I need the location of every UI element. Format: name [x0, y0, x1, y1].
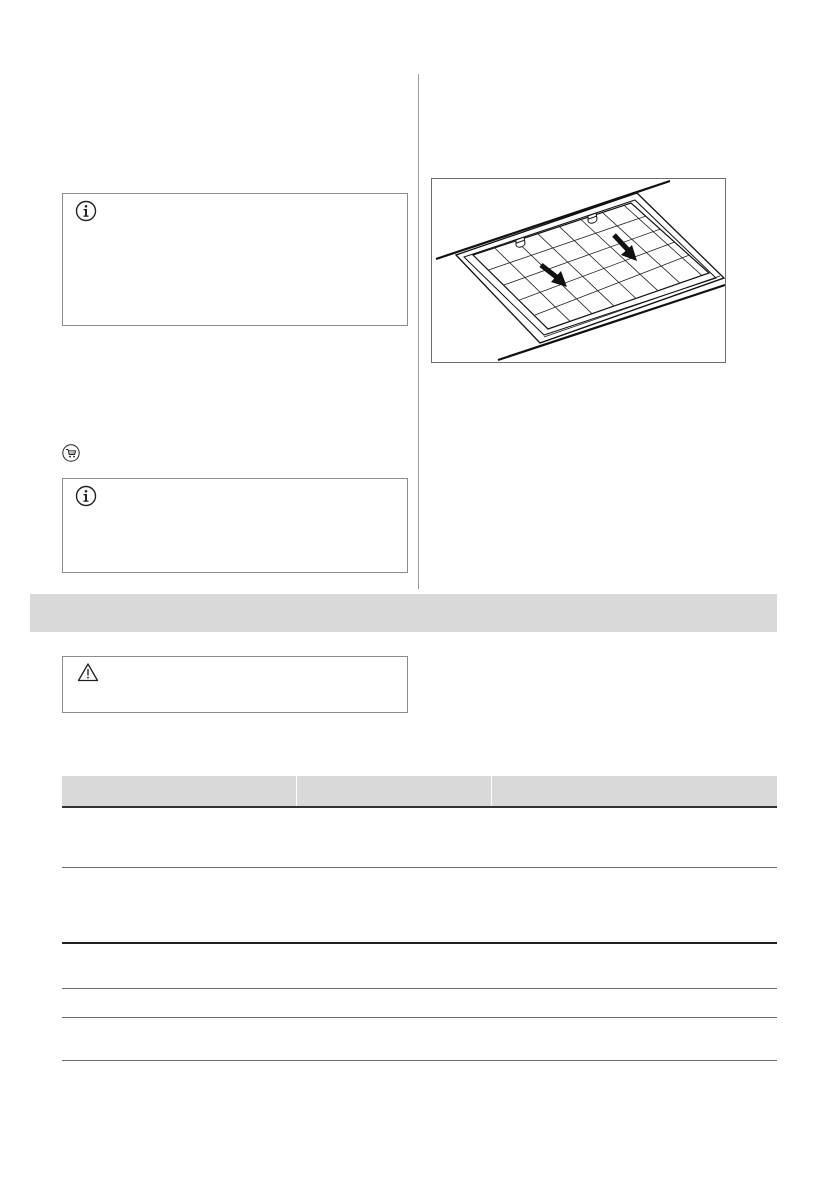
column-header	[296, 776, 491, 807]
column-divider	[418, 74, 419, 589]
warning-icon	[77, 662, 99, 682]
table-cell	[491, 868, 777, 944]
table-cell	[296, 868, 491, 944]
table-cell	[296, 807, 491, 868]
grease-filter-illustration	[431, 178, 726, 363]
table-row	[62, 1018, 777, 1061]
info-icon	[75, 485, 97, 507]
specification-table	[62, 776, 777, 1061]
table-cell	[62, 943, 296, 989]
info-icon	[75, 200, 97, 222]
table-cell	[491, 1018, 777, 1061]
table-cell	[491, 989, 777, 1018]
section-heading-band	[30, 594, 777, 632]
table-cell	[491, 807, 777, 868]
table-row	[62, 807, 777, 868]
table-cell	[62, 989, 296, 1018]
table-cell	[62, 807, 296, 868]
column-header	[491, 776, 777, 807]
shopping-cart-icon	[62, 444, 80, 462]
table-cell	[62, 868, 296, 944]
table-cell	[296, 989, 491, 1018]
table-cell	[296, 1018, 491, 1061]
info-note-box-2	[62, 478, 408, 573]
table-header-row	[62, 776, 777, 807]
table-cell	[296, 943, 491, 989]
info-note-box	[62, 193, 408, 326]
warning-note-box	[62, 656, 408, 713]
filter-drawing	[432, 179, 726, 363]
table-row	[62, 989, 777, 1018]
table-cell	[62, 1018, 296, 1061]
table-cell	[491, 943, 777, 989]
column-header	[62, 776, 296, 807]
table-row	[62, 868, 777, 944]
table-row	[62, 943, 777, 989]
